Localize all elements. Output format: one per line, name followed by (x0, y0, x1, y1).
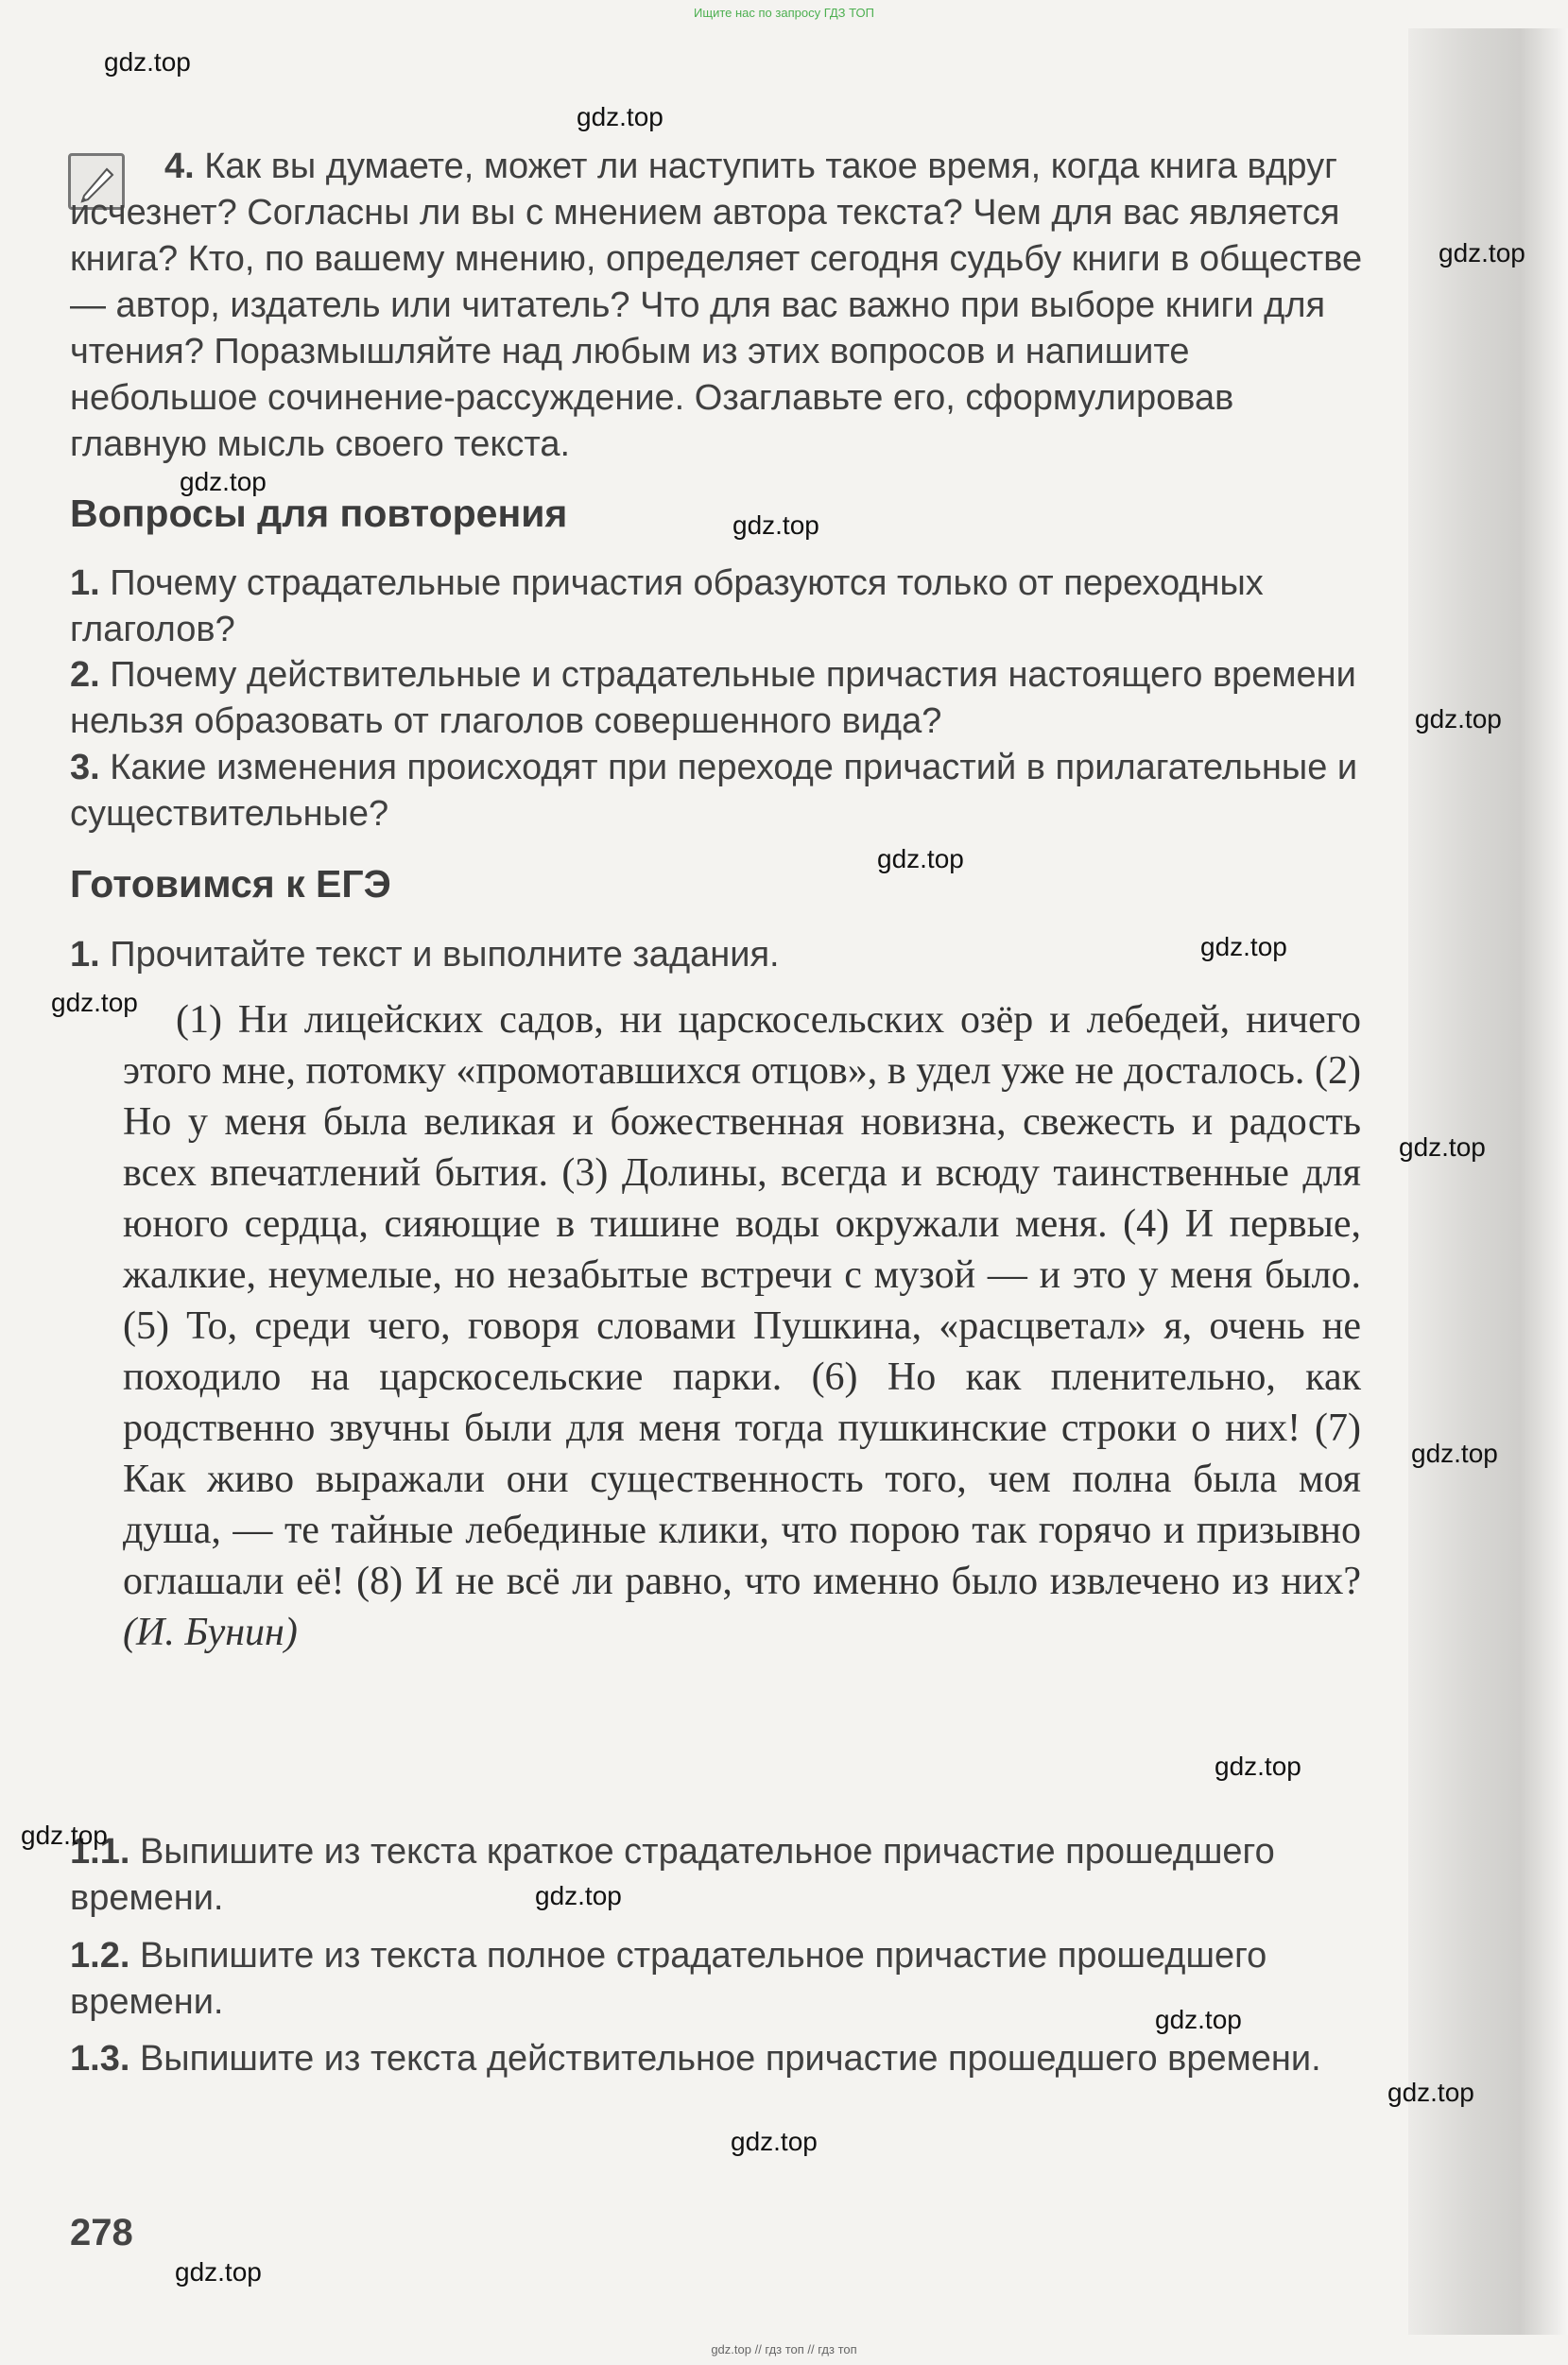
top-banner[interactable]: Ищите нас по запросу ГДЗ ТОП (694, 6, 874, 20)
subtask-1-1: 1.1. Выпишите из текста краткое страдательное причастие прошедшего времени. (70, 1832, 1275, 1918)
ege-task: 1. Прочитайте текст и выполните задания. (70, 935, 780, 975)
watermark: gdz.top (1439, 238, 1525, 268)
ege-heading: Готовимся к ЕГЭ (70, 862, 391, 906)
passage-text: (1) Ни лицейских садов, ни царскосельских озёр и лебедей, ничего этого мне, потомку «промотавшихся отцов», в удел уже не досталось. (2) Но у меня была великая и божественная новизна, свежесть и радость всех впечатлений бытия. (3) Долины, всегда и всюду таинственные для юного сердца, сияющие в тишине воды окружали меня. (4) И первые, жалкие, неумелые, но незабытые встречи с музой — и это у меня было. (5) То, среди чего, говоря словами Пушкина, «расцветал» я, очень не походило на царскосельские парки. (6) Но как пленительно, как родственно звучны были для меня тогда пушкинские строки о них! (7) Как живо выражали они существенность того, чем полна была моя душа, — те тайные лебединые клики, что порою так горячо и призывно оглашали её! (8) И не всё ли равно, что именно было извлечено из них? (123, 998, 1361, 1603)
page-number: 278 (70, 2212, 133, 2253)
subtask-1-3: 1.3. Выпишите из текста действительное причастие прошедшего времени. (70, 2039, 1321, 2079)
exercise-4-number: 4. (164, 147, 195, 186)
watermark: gdz.top (877, 844, 964, 873)
passage-author: (И. Бунин) (123, 1611, 298, 1654)
watermark: gdz.top (1387, 2078, 1474, 2107)
watermark: gdz.top (731, 2127, 818, 2156)
watermark: gdz.top (180, 467, 267, 496)
exercise-4 (70, 144, 1365, 468)
exercise-4-text: Как вы думаете, может ли наступить такое время, когда книга вдруг исчезнет? Согласны ли вы с мнением автора текста? Чем для вас является книга? Кто, по вашему мнению, определяет сегодня судьбу книги в обществе — автор, издатель или читатель? Что для вас важно при выборе книги для чтения? Поразмышляйте над любым из этих вопросов и напишите небольшое сочинение-рассуждение. Озаглавьте его, сформулировав главную мысль своего текста. (70, 147, 1363, 464)
review-question-1: 1. Почему страдательные причастия образуются только от переходных глаголов? (70, 563, 1264, 649)
page-edge-shadow (1408, 28, 1568, 2335)
watermark: gdz.top (175, 2257, 262, 2287)
watermark: gdz.top (104, 47, 191, 77)
watermark: gdz.top (21, 1821, 108, 1850)
watermark: gdz.top (1155, 2005, 1242, 2034)
watermark: gdz.top (732, 510, 819, 540)
watermark: gdz.top (535, 1881, 622, 1910)
watermark: gdz.top (1399, 1132, 1486, 1162)
watermark: gdz.top (1411, 1439, 1498, 1468)
review-question-2: 2. Почему действительные и страдательные причастия настоящего времени нельзя образовать от глаголов совершенного вида? (70, 655, 1356, 741)
watermark: gdz.top (1415, 704, 1502, 734)
subtask-1-2: 1.2. Выпишите из текста полное страдательное причастие прошедшего времени. (70, 1936, 1267, 2022)
watermark: gdz.top (51, 988, 138, 1017)
bunin-passage (123, 994, 1361, 1658)
watermark: gdz.top (1200, 932, 1287, 961)
watermark: gdz.top (577, 102, 663, 131)
watermark: gdz.top (1215, 1752, 1301, 1781)
review-heading: Вопросы для повторения (70, 492, 568, 535)
bottom-banner[interactable]: gdz.top // гдз топ // гдз топ (711, 2342, 857, 2356)
review-question-3: 3. Какие изменения происходят при переходе причастий в прилагательные и существительные? (70, 748, 1358, 834)
